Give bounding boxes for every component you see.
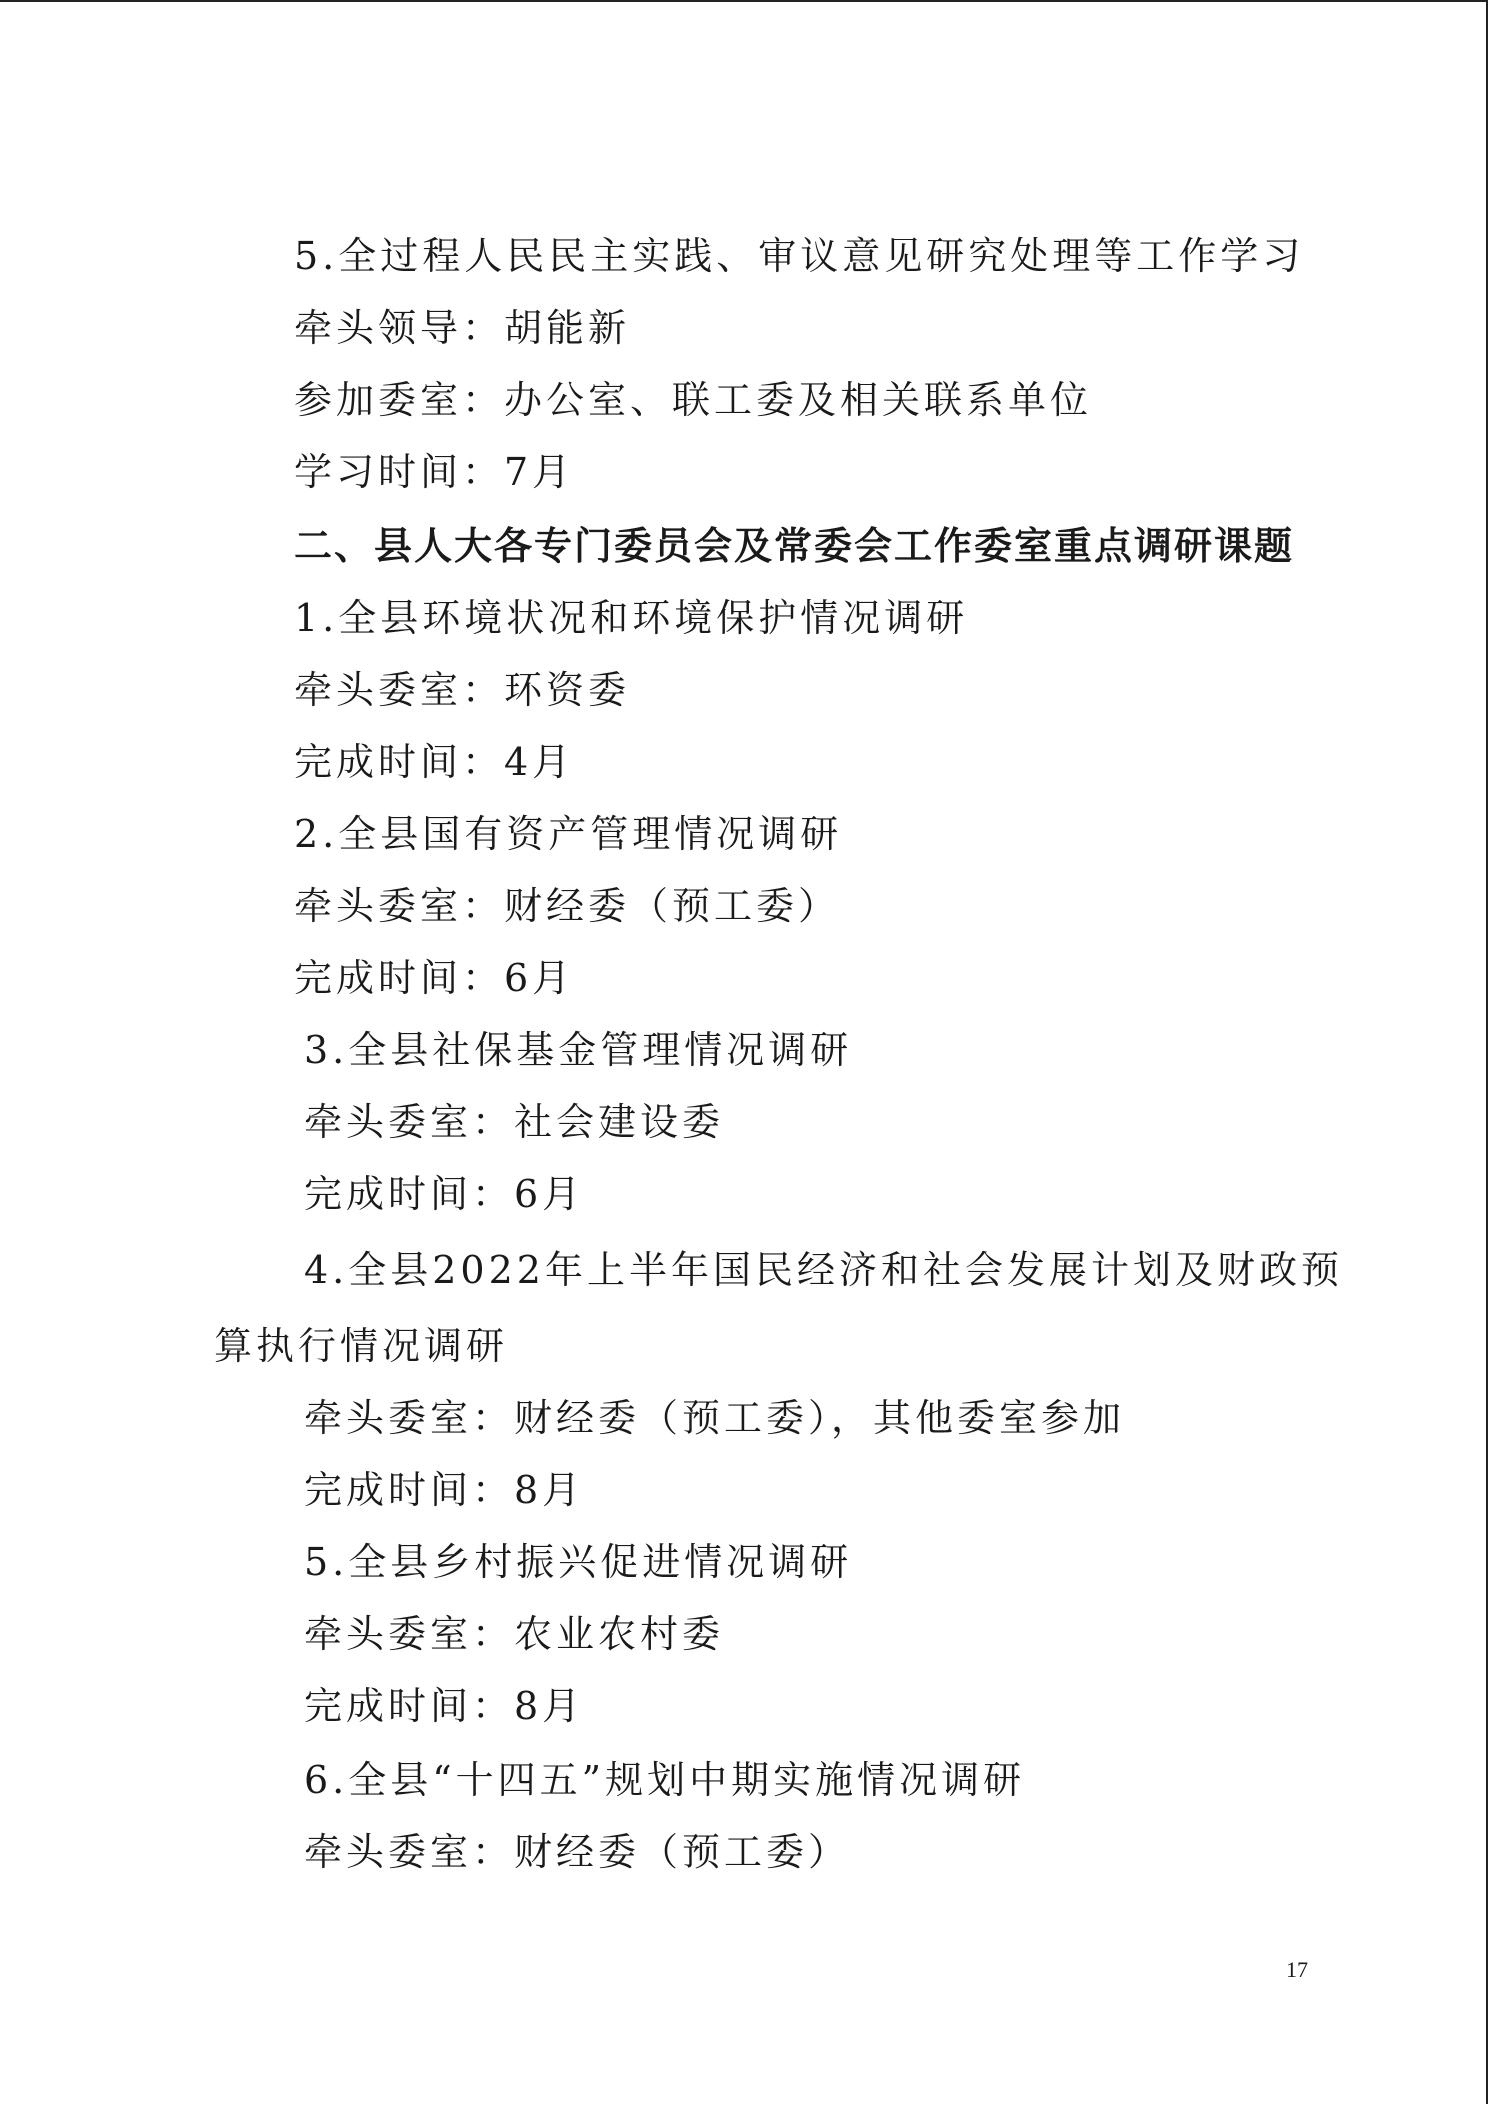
lead-office: 牵头委室：财经委（预工委） (304, 1830, 851, 1874)
item-title: 4.全县2022年上半年国民经济和社会发展计划及财政预 (304, 1248, 1343, 1292)
item-title: 1.全县环境状况和环境保护情况调研 (294, 596, 969, 640)
study-time: 学习时间：7月 (294, 450, 575, 494)
item-title: 3.全县社保基金管理情况调研 (304, 1028, 853, 1072)
item-title-continued: 算执行情况调研 (214, 1324, 509, 1368)
completion-time: 完成时间：6月 (304, 1172, 585, 1216)
completion-time: 完成时间：8月 (304, 1684, 585, 1728)
section-heading: 二、县人大各专门委员会及常委会工作委室重点调研课题 (294, 524, 1295, 568)
lead-leader: 牵头领导：胡能新 (294, 306, 631, 350)
completion-time: 完成时间：6月 (294, 956, 575, 1000)
item-title: 2.全县国有资产管理情况调研 (294, 812, 843, 856)
item-title: 5.全过程人民民主实践、审议意见研究处理等工作学习 (294, 234, 1305, 278)
lead-office: 牵头委室：财经委（预工委），其他委室参加 (304, 1396, 1126, 1440)
lead-office: 牵头委室：环资委 (294, 668, 631, 712)
lead-office: 牵头委室：农业农村委 (304, 1612, 725, 1656)
item-title: 6.全县“十四五”规划中期实施情况调研 (304, 1758, 1026, 1802)
lead-office: 牵头委室：社会建设委 (304, 1100, 725, 1144)
completion-time: 完成时间：8月 (304, 1468, 585, 1512)
page-number: 17 (1286, 1957, 1308, 1982)
participating-offices: 参加委室：办公室、联工委及相关联系单位 (294, 378, 1093, 422)
lead-office: 牵头委室：财经委（预工委） (294, 884, 841, 928)
item-title: 5.全县乡村振兴促进情况调研 (304, 1540, 853, 1584)
completion-time: 完成时间：4月 (294, 740, 575, 784)
